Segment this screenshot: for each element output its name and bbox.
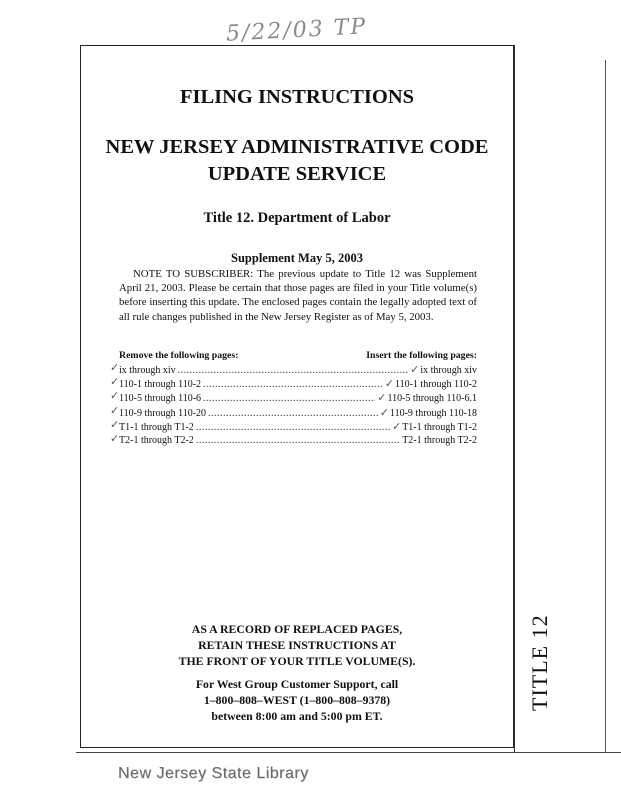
insert-pages: 110-1 through 110-2 (394, 379, 477, 391)
page-list (110, 362, 477, 448)
remove-pages: 110-1 through 110-2 (119, 379, 202, 391)
checkmark-icon: ✓ (379, 406, 389, 419)
dot-leader (196, 434, 400, 448)
subscriber-note (119, 267, 477, 324)
insert-pages: ix through xiv (420, 365, 477, 376)
remove-pages: 110-9 through 110-20 (119, 407, 207, 419)
page-row (110, 376, 477, 391)
record-instructions (80, 621, 514, 669)
bottom-rule (76, 752, 621, 753)
code-title (80, 134, 514, 188)
page-row (110, 362, 477, 377)
support-phone: 1–800–808–WEST (1–800–808–9378) (203, 693, 391, 707)
code-title-line1: NEW JERSEY ADMINISTRATIVE CODE (105, 136, 489, 158)
record-line2: RETAIN THESE INSTRUCTIONS AT (198, 638, 396, 652)
page-row (110, 404, 477, 420)
remove-pages: T1-1 through T1-2 (119, 421, 194, 433)
right-edge-rule (605, 60, 606, 752)
insert-pages: T1-1 through T1-2 (402, 421, 477, 433)
remove-header: Remove the following pages: (119, 350, 239, 361)
dot-leader (178, 364, 408, 378)
checkmark-icon: ✓ (391, 420, 402, 433)
dot-leader (203, 378, 383, 392)
pages-headers (119, 350, 477, 361)
support-line1: For West Group Customer Support, call (195, 677, 399, 691)
checkmark-icon: ✓ (110, 432, 120, 445)
checkmark-icon: ✓ (110, 362, 120, 374)
title-tab-label: TITLE 12 (527, 614, 552, 711)
customer-support (80, 676, 514, 724)
page-row (110, 390, 477, 405)
checkmark-icon: ✓ (410, 364, 420, 376)
support-hours: between 8:00 am and 5:00 pm ET. (211, 709, 383, 723)
remove-pages: ix through xiv (119, 365, 176, 376)
record-line3: THE FRONT OF YOUR TITLE VOLUME(S). (178, 654, 416, 668)
record-line1: AS A RECORD OF REPLACED PAGES, (191, 622, 403, 636)
insert-pages: T2-1 through T2-2 (402, 434, 477, 446)
page-row (110, 432, 477, 448)
checkmark-icon: ✓ (110, 376, 120, 389)
checkmark-icon: ✓ (110, 404, 120, 417)
library-stamp: New Jersey State Library (118, 765, 309, 782)
remove-pages: T2-1 through T2-2 (119, 434, 194, 446)
checkmark-icon: ✓ (384, 378, 394, 391)
remove-pages: 110-5 through 110-6 (119, 393, 202, 405)
code-title-line2: UPDATE SERVICE (207, 163, 387, 185)
page-title: FILING INSTRUCTIONS (179, 86, 415, 108)
insert-pages: 110-9 through 110-18 (389, 407, 477, 419)
checkmark-icon: ✓ (110, 418, 120, 431)
dot-leader (208, 407, 378, 421)
subscriber-note-text: NOTE TO SUBSCRIBER: The previous update to Title 12 was Supplement April 21, 2003. Please be certain that those pages are filed in your Title volume(s) before inserting this update. The enclosed pages contain the legally adopted text of all rule changes published in the New Jersey Register as of May 5, 2003. (119, 268, 477, 323)
right-divider (514, 45, 515, 752)
department-title: Title 12. Department of Labor (203, 210, 391, 226)
supplement-date: Supplement May 5, 2003 (231, 251, 363, 265)
checkmark-icon: ✓ (377, 392, 387, 405)
checkmark-icon: ✓ (110, 390, 120, 403)
insert-header: Insert the following pages: (366, 350, 477, 361)
insert-pages: 110-5 through 110-6.1 (387, 393, 477, 405)
dot-leader (196, 421, 390, 435)
dot-leader (203, 392, 375, 406)
page-row (110, 418, 477, 434)
handwritten-date-note: 5/22/03 TP (225, 14, 368, 47)
